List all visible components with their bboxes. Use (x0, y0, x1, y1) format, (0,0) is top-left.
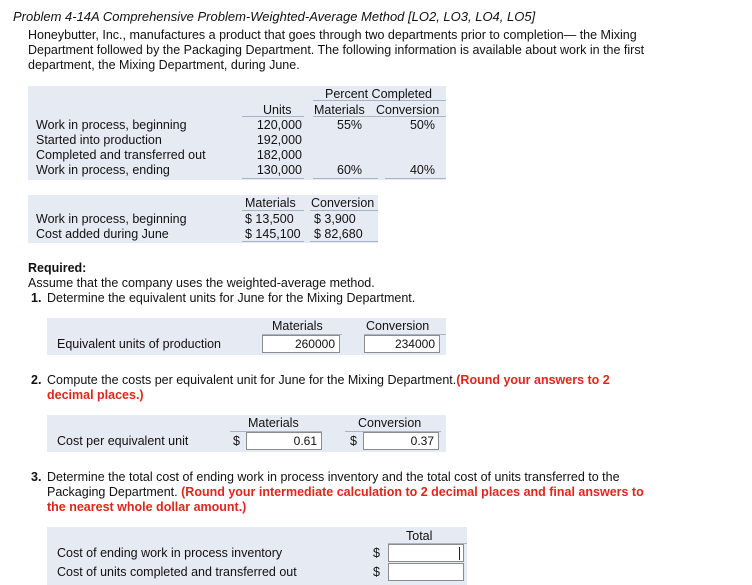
q2-materials-header: Materials (248, 416, 299, 430)
q1-text: Determine the equivalent units for June for the Mixing Department. (47, 291, 416, 305)
q3-prompt (47, 470, 652, 515)
ending-wip-currency: $ (373, 546, 380, 560)
q2-text: Compute the costs per equivalent unit for June for the Mixing Department. (47, 373, 457, 387)
q1-conversion-header: Conversion (366, 319, 430, 333)
q1-number: 1. (31, 291, 42, 305)
cost-per-unit-conversion-input[interactable]: 0.37 (363, 432, 439, 450)
q3-note: (Round your intermediate calculation to 2 decimal places and final answers to the nearest whole dollar amount.) (47, 485, 644, 514)
units-value: 120,000 (256, 118, 302, 132)
q3-text: Determine the total cost of ending work in process inventory and the total cost of units transferred to the Packaging Department. (47, 470, 620, 499)
row-label: Completed and transferred out (36, 148, 206, 162)
units-value: 182,000 (256, 148, 302, 162)
materials-percent: 60% (337, 163, 363, 177)
transferred-out-cost-label: Cost of units completed and transferred out (57, 565, 297, 579)
units-header: Units (263, 103, 292, 117)
equivalent-units-conversion-input[interactable]: 234000 (364, 335, 440, 353)
row-label: Work in process, beginning (36, 212, 187, 226)
units-value: 130,000 (256, 163, 302, 177)
q2-prompt (47, 373, 652, 403)
transferred-out-currency: $ (373, 565, 380, 579)
percent-completed-header: Percent Completed (325, 87, 433, 101)
q2-note: (Round your answers to 2 decimal places.) (47, 373, 610, 402)
required-assumption: Assume that the company uses the weighted-average method. (28, 276, 375, 290)
row-label: Cost added during June (36, 227, 169, 241)
conversion-cost: $ 82,680 (314, 227, 363, 241)
row-label: Work in process, beginning (36, 118, 187, 132)
q3-total-header: Total (406, 529, 433, 543)
conversion-percent: 50% (409, 118, 435, 132)
transferred-out-cost-input[interactable] (388, 563, 464, 581)
text-cursor (459, 547, 460, 560)
materials-cost: $ 145,100 (245, 227, 301, 241)
conversion-cost: $ 3,900 (314, 212, 356, 226)
cost-per-unit-label: Cost per equivalent unit (57, 434, 189, 448)
problem-intro: Honeybutter, Inc., manufactures a product that goes through two departments prior to completion— the Mixing Department followed by the Packaging Department. The following information is available about work in the first department, the Mixing Department, during June. (28, 28, 645, 72)
conversion-currency: $ (350, 434, 357, 448)
q2-number: 2. (31, 373, 42, 387)
problem-title: Problem 4-14A Comprehensive Problem-Weighted-Average Method [LO2, LO3, LO4, LO5] (13, 9, 536, 24)
cost-per-unit-materials-input[interactable]: 0.61 (246, 432, 322, 450)
ending-wip-cost-input[interactable] (388, 544, 464, 562)
q3-number: 3. (31, 470, 42, 484)
cost-materials-header: Materials (245, 196, 296, 210)
materials-percent: 55% (337, 118, 363, 132)
ending-wip-cost-label: Cost of ending work in process inventory (57, 546, 283, 560)
conversion-header: Conversion (376, 103, 440, 117)
conversion-percent: 40% (409, 163, 435, 177)
row-label: Started into production (36, 133, 162, 147)
q1-materials-header: Materials (272, 319, 323, 333)
q2-conversion-header: Conversion (358, 416, 422, 430)
equivalent-units-label: Equivalent units of production (57, 337, 221, 351)
row-label: Work in process, ending (36, 163, 170, 177)
units-value: 192,000 (256, 133, 302, 147)
equivalent-units-materials-input[interactable]: 260000 (262, 335, 340, 353)
required-heading: Required: (28, 261, 87, 275)
materials-header: Materials (314, 103, 365, 117)
materials-currency: $ (233, 434, 240, 448)
cost-conversion-header: Conversion (311, 196, 375, 210)
materials-cost: $ 13,500 (245, 212, 294, 226)
